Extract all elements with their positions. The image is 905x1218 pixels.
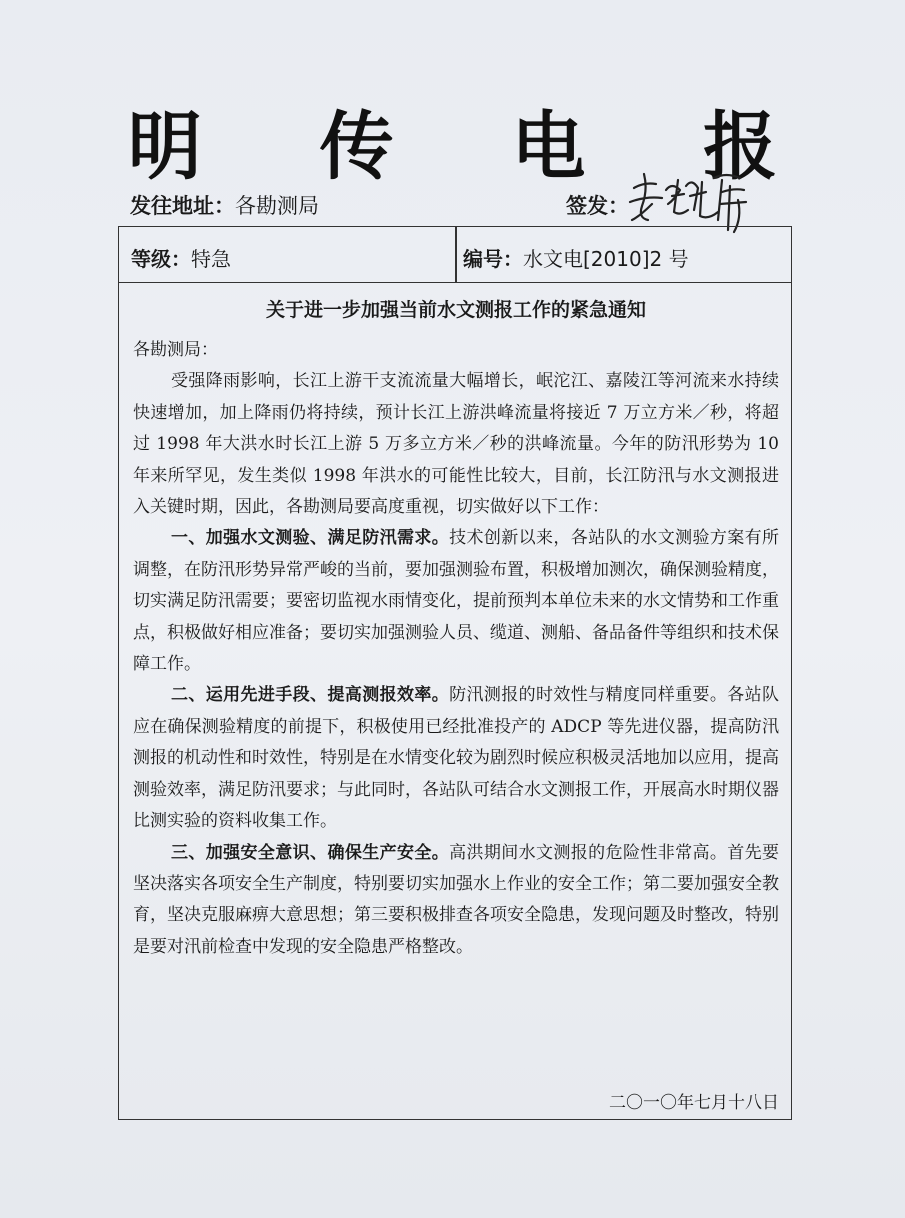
item-2-paragraph	[133, 680, 779, 837]
notice-body	[133, 335, 779, 963]
grade-field	[131, 243, 231, 272]
telegram-form	[118, 226, 792, 1120]
intro-paragraph: 受强降雨影响，长江上游干支流流量大幅增长，岷沱江、嘉陵江等河流来水持续快速增加，加上降雨仍将持续，预计长江上游洪峰流量将接近 7 万立方米／秒，将超过 1998 年大洪水时长江上游 5 万多立方米／秒的洪峰流量。今年的防汛形势为 10 年来所罕见，发生类似 1998 年洪水的可能性比较大，目前，长江防汛与水文测报进入关键时期，因此，各勘测局要高度重视，切实做好以下工作：	[133, 371, 779, 518]
serial-value: 水文电[2010]2 号	[523, 247, 689, 271]
item-3-paragraph	[133, 838, 779, 964]
issue-date: 二〇一〇年七月十八日	[609, 1093, 779, 1113]
item-2-title: 二、运用先进手段、提高测报效率。	[171, 685, 450, 706]
grade-value: 特急	[191, 247, 231, 271]
item-3-text: 高洪期间水文测报的危险性非常高。首先要坚决落实各项安全生产制度，特别要切实加强水上作业的安全工作；第二要加强安全教育，坚决克服麻痹大意思想；第三要积极排查各项安全隐患，发现问题及时整改，特别是要对汛前检查中发现的安全隐患严格整改。	[133, 842, 780, 957]
grade-label: 等级：	[131, 247, 191, 271]
serial-field	[463, 243, 689, 272]
serial-label: 编号：	[463, 247, 523, 271]
document-title: 明 传 电 报	[127, 104, 824, 190]
salutation: 各勘测局：	[133, 340, 218, 360]
item-2-text: 防汛测报的时效性与精度同样重要。各站队应在确保测验精度的前提下，积极使用已经批准投产的 ADCP 等先进仪器，提高防汛测报的机动性和时效性，特别是在水情变化较为剧烈时候应积极灵活地加以应用，提高测验效率，满足防汛要求；与此同时，各站队可结合水文测报工作，开展高水时期仪器比测实验的资料收集工作。	[133, 685, 780, 832]
cell-divider	[455, 227, 457, 283]
item-1-paragraph	[133, 523, 779, 680]
address-line	[130, 190, 319, 220]
notice-heading: 关于进一步加强当前水文测报工作的紧急通知	[265, 299, 646, 321]
item-3-title: 三、加强安全意识、确保生产安全。	[171, 842, 450, 863]
item-1-text: 技术创新以来，各站队的水文测验方案有所调整，在防汛形势异常严峻的当前，要加强测验布置，积极增加测次，确保测验精度，切实满足防汛需要；要密切监视水雨情变化，提前预判本单位未来的水文情势和工作重点，积极做好相应准备；要切实加强测验人员、缆道、测船、备品备件等组织和技术保障工作。	[133, 528, 780, 675]
item-1-title: 一、加强水文测验、满足防汛需求。	[171, 528, 450, 549]
address-label: 发往地址：	[130, 194, 235, 218]
address-value: 各勘测局	[235, 194, 319, 218]
meta-row	[119, 227, 791, 283]
sign-label: 签发：	[566, 194, 629, 218]
